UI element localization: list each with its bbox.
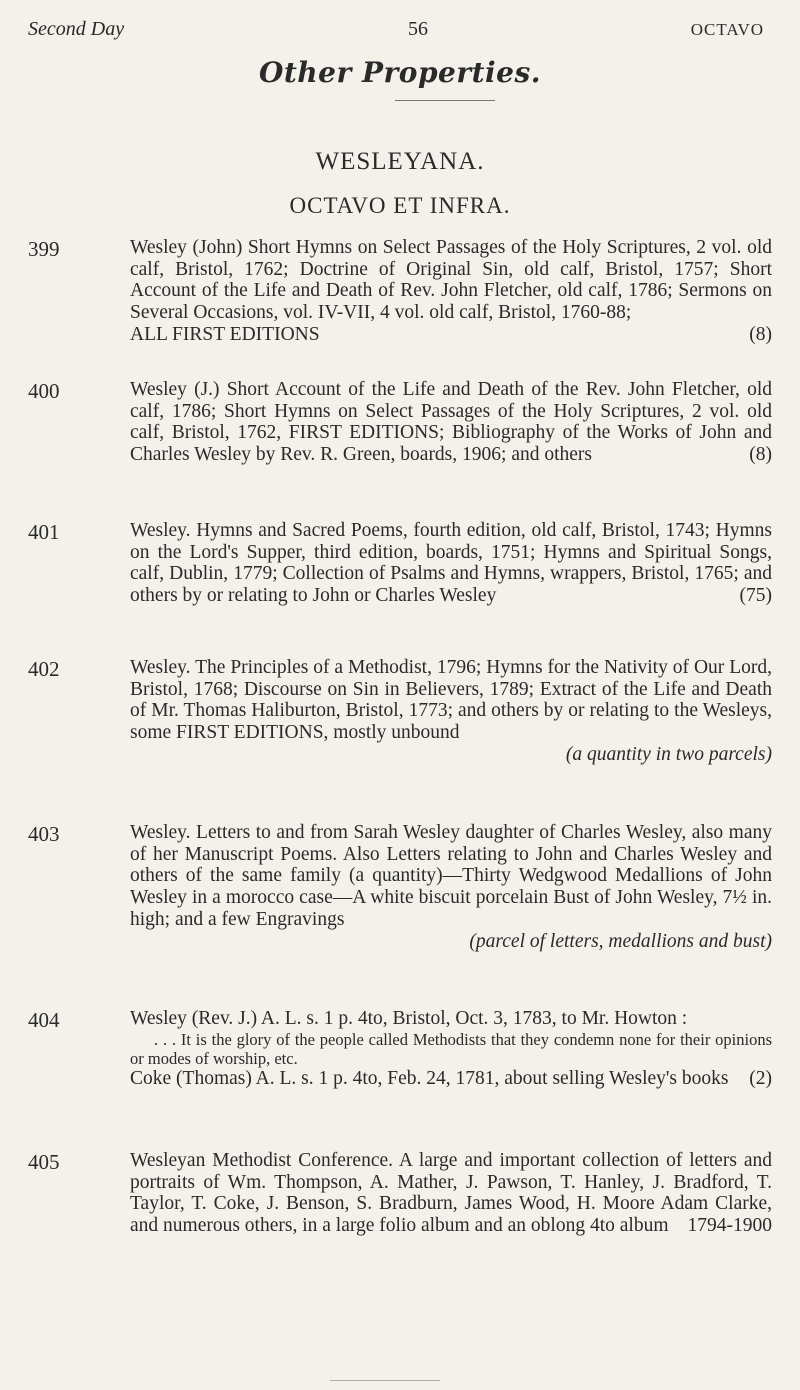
lot-description (130, 237, 772, 346)
lot-description (130, 1150, 772, 1237)
lot-text-continued: Coke (Thomas) A. L. s. 1 p. 4to, Feb. 24, 1781, about selling Wesley's books (130, 1067, 729, 1089)
lot-number: 404 (28, 1008, 60, 1032)
running-head-right: OCTAVO (690, 20, 764, 39)
lot-quantity: 1794-1900 (687, 1215, 772, 1237)
lot-quantity: (parcel of letters, medallions and bust) (469, 930, 772, 952)
lot-text: Wesley (John) Short Hymns on Select Passages of the Holy Scriptures, 2 vol. old calf, Bristol, 1762; Doctrine of Original Sin, old calf, Bristol, 1757; Short Account of the Life and Death of Rev. John Fletcher, old calf, 1786; Sermons on Several Occasions, vol. IV-VII, 4 vol. old calf, Bristol, 1760-88; (130, 237, 772, 324)
lot-text: Wesley. The Principles of a Methodist, 1796; Hymns for the Nativity of Our Lord, Bristol, 1768; Discourse on Sin in Believers, 1789; Extract of the Life and Death of Mr. Thomas Haliburton, Bristol, 1773; and others by or relating to the Wesleys, some FIRST EDITIONS, mostly unbound (130, 657, 772, 744)
lot-number: 400 (28, 379, 60, 403)
lot-quantity: (8) (749, 444, 772, 466)
lot-number: 403 (28, 822, 60, 846)
letter-excerpt: . . . It is the glory of the people called Methodists that they condemn none for their opinions or modes of worship, etc. (130, 1029, 772, 1068)
lot-description (130, 822, 772, 952)
lot-description (130, 657, 772, 766)
main-heading: WESLEYANA. (315, 148, 485, 175)
lot-number: 405 (28, 1150, 60, 1174)
lot-quantity: (75) (739, 585, 772, 607)
lot-text: Wesleyan Methodist Conference. A large and important collection of letters and portraits of Wm. Thompson, A. Mather, J. Pawson, T. Hanley, J. Bradford, T. Taylor, T. Coke, J. Benson, S. Bradburn, James Wood, H. Moore Adam Clarke, and numerous others, in a large folio album and an oblong 4to album (130, 1150, 772, 1237)
lot-number: 399 (28, 237, 60, 261)
lot-text: Wesley (Rev. J.) A. L. s. 1 p. 4to, Bristol, Oct. 3, 1783, to Mr. Howton : (130, 1008, 688, 1029)
lot-quantity: (2) (749, 1067, 772, 1089)
lot-description (130, 379, 772, 466)
section-title: Other Properties. (258, 56, 542, 89)
lot-quantity: (8) (749, 323, 772, 345)
bottom-divider (330, 1380, 440, 1381)
running-head-left: Second Day (28, 18, 125, 40)
lot-text: Wesley (J.) Short Account of the Life and Death of the Rev. John Fletcher, old calf, 1786; Short Hymns on Select Passages of the Holy Scriptures, 2 vol. old calf, Bristol, 1762, FIRST EDITIONS; Bibliography of the Works of John and Charles Wesley by Rev. R. Green, boards, 1906; and others (130, 379, 772, 466)
lot-text: Wesley. Hymns and Sacred Poems, fourth edition, old calf, Bristol, 1743; Hymns on the Lord's Supper, third edition, boards, 1751; Hymns and Spiritual Songs, calf, Dublin, 1779; Collection of Psalms and Hymns, wrappers, Bristol, 1765; and others by or relating to John or Charles Wesley (130, 520, 772, 607)
running-head (28, 18, 772, 48)
lot-quantity: (a quantity in two parcels) (565, 743, 772, 765)
lot-number: 401 (28, 520, 60, 544)
divider (395, 100, 495, 101)
sub-heading: OCTAVO ET INFRA. (289, 193, 511, 218)
page-number: 56 (408, 18, 428, 40)
lot-description (130, 520, 772, 607)
lot-text: Wesley. Letters to and from Sarah Wesley daughter of Charles Wesley, also many of her Manuscript Poems. Also Letters relating to John and Charles Wesley and others of the same family (a quantity)—Thirty Wedgwood Medallions of John Wesley in a morocco case—A white biscuit porcelain Bust of John Wesley, 7½ in. high; and a few Engravings (130, 822, 772, 930)
lot-description (130, 1008, 772, 1089)
lot-tail: ALL FIRST EDITIONS (130, 323, 320, 345)
lot-number: 402 (28, 657, 60, 681)
